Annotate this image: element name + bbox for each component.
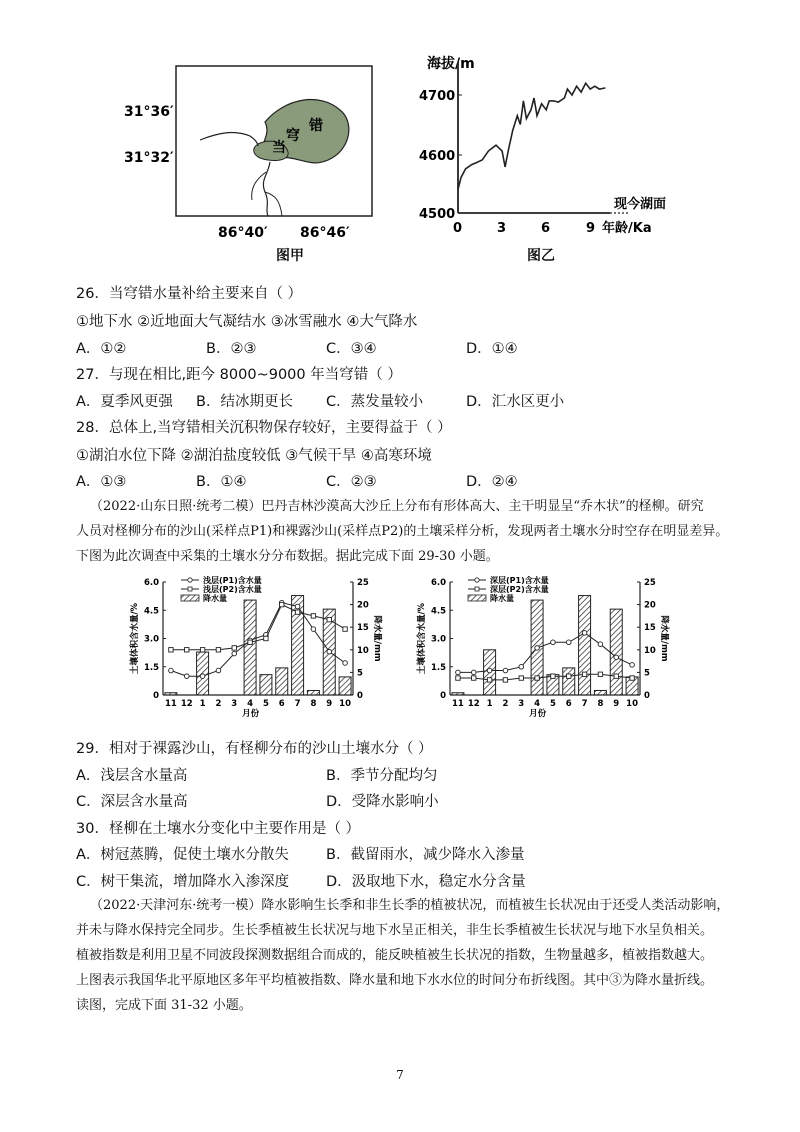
sl-ylabel-left: 土壤体积含水量/% <box>130 602 140 675</box>
yi-xtick-6: 6 <box>541 221 551 236</box>
sl-xtick: 11 <box>164 699 177 709</box>
q28-stem: 28．总体上,当穹错相关沉积物保存较好，主要得益于（ ） <box>76 420 452 436</box>
sl-point <box>280 602 284 606</box>
river-south <box>263 162 270 216</box>
sl-ytick-right: 25 <box>357 578 369 588</box>
q28-items: ①湖泊水位下降 ②湖泊盐度较低 ③气候干旱 ④高寒环境 <box>76 448 432 464</box>
q29-option-d: D．受降水影响小 <box>326 794 439 810</box>
q27-option-d: D．汇水区更小 <box>466 394 565 410</box>
q26-stem: 26．当穹错水量补给主要来自（ ） <box>76 286 303 302</box>
intro-31-32-line-1: （2022·天津河东·统考一模）降水影响生长季和非生长季的植被状况，而植被生长状况由于还受人类活动影响， <box>90 898 730 913</box>
intro-31-32-line-5: 读图，完成下面 31-32 小题。 <box>76 998 252 1013</box>
sr-xtick: 7 <box>581 699 588 709</box>
sl-bar <box>307 690 319 695</box>
sl-ytick-right: 5 <box>357 668 363 679</box>
sr-point <box>630 663 635 668</box>
sr-legend-label: 深层(P1)含水量 <box>490 576 549 585</box>
intro-31-32 <box>76 893 756 1018</box>
sl-xtick: 1 <box>199 699 206 709</box>
q26-option-b: B．②③ <box>206 341 257 357</box>
sr-ylabel-left: 土壤体积含水量/% <box>417 602 427 675</box>
sl-point <box>184 674 189 679</box>
sr-point <box>567 674 571 678</box>
sl-point <box>185 648 189 652</box>
sr-point <box>472 676 476 680</box>
yi-xlabel: 年龄/Ka <box>602 221 652 236</box>
sr-point <box>614 674 618 678</box>
sr-ytick-left: 6.0 <box>430 578 446 588</box>
sr-ytick-left: 3.0 <box>430 634 446 645</box>
lon-label-right: 86°46′ <box>300 225 350 241</box>
sr-point <box>456 676 460 680</box>
sl-legend-label: 降水量 <box>203 594 227 603</box>
q29-stem: 29．相对于裸露沙山，有柽柳分布的沙山土壤水分（ ） <box>76 741 433 757</box>
sr-point <box>456 670 461 675</box>
sr-ytick-right: 20 <box>644 600 656 611</box>
sl-point <box>311 614 315 618</box>
sr-point <box>535 646 540 651</box>
sl-point <box>343 661 348 666</box>
sl-legend-label: 浅层(P2)含水量 <box>203 585 262 594</box>
sl-point <box>295 610 299 614</box>
sl-xlabel: 月份 <box>242 709 260 719</box>
q28-option-a: A．①③ <box>76 474 127 490</box>
lat-label-bottom: 31°32′ <box>124 150 174 166</box>
sr-bar <box>563 668 575 695</box>
sr-xtick: 12 <box>467 699 480 709</box>
sl-bar <box>244 600 256 695</box>
sr-ytick-right: 25 <box>644 578 656 588</box>
sl-xtick: 7 <box>294 699 301 709</box>
figure-yi-caption: 图乙 <box>527 248 555 264</box>
sl-ytick-right: 15 <box>357 623 369 634</box>
q30-option-a: A．树冠蒸腾，促使土壤水分散失 <box>76 847 289 863</box>
sl-legend-swatch <box>181 595 199 601</box>
sr-bar <box>594 690 606 695</box>
sr-bar <box>610 609 622 695</box>
q27-option-b: B．结冰期更长 <box>196 394 293 410</box>
q30-option-d: D．汲取地下水，稳定水分含量 <box>326 874 526 890</box>
river-west <box>200 133 258 146</box>
sl-ytick-left: 0 <box>153 691 159 701</box>
q26-items: ①地下水 ②近地面大气凝结水 ③冰雪融水 ④大气降水 <box>76 314 418 330</box>
sr-point <box>535 676 539 680</box>
yi-ylabel: 海拔/m <box>427 56 475 72</box>
sr-point <box>630 676 634 680</box>
intro-29-30-line-1: （2022·山东日照·统考二模）巴丹吉林沙漠高大沙丘上分布有形体高大、主干明显呈“乔木状”的柽柳。研究 <box>90 499 704 514</box>
lon-label-left: 86°40′ <box>218 225 268 241</box>
sr-xtick: 10 <box>626 699 639 709</box>
page-number: 7 <box>396 1068 404 1082</box>
sl-line-1 <box>171 605 345 650</box>
yi-elevation-line <box>458 83 605 189</box>
sl-xtick: 5 <box>262 699 269 709</box>
sl-point <box>264 636 268 640</box>
sr-xtick: 9 <box>613 699 620 709</box>
sr-ytick-right: 0 <box>644 691 650 701</box>
figure-jia-map <box>100 60 400 270</box>
sr-ylabel-right: 降水量/mm <box>659 615 669 662</box>
q30-option-c: C．树干集流，增加降水入渗深度 <box>76 874 290 890</box>
figure-yi-chart <box>405 50 715 250</box>
sr-point <box>614 655 619 660</box>
sl-bar <box>339 677 351 695</box>
lat-label-top: 31°36′ <box>124 104 174 120</box>
sl-xtick: 12 <box>180 699 193 709</box>
sr-ytick-right: 10 <box>644 645 656 656</box>
sr-point <box>471 670 476 675</box>
intro-29-30-line-2: 人员对柽柳分布的沙山(采样点P1)和裸露沙山(采样点P2)的土壤采样分析，发现两者土壤水分时空存在明显差异。 <box>76 524 729 539</box>
yi-ytick-4700: 4700 <box>419 89 456 104</box>
sl-ylabel-right: 降水量/mm <box>372 615 382 662</box>
sl-point <box>232 651 237 656</box>
intro-29-30-line-3: 下图为此次调查中采集的土壤水分分布数据。据此完成下面 29-30 小题。 <box>76 549 499 564</box>
yi-ytick-4600: 4600 <box>419 149 456 164</box>
soil-chart-deep <box>405 570 685 720</box>
sr-xlabel: 月份 <box>529 709 547 719</box>
sr-xtick: 2 <box>502 699 509 709</box>
sr-point <box>551 674 555 678</box>
sl-point <box>232 646 236 650</box>
sl-xtick: 6 <box>278 699 285 709</box>
yi-xtick-0: 0 <box>453 221 463 236</box>
sl-xtick: 3 <box>231 699 238 709</box>
sl-point <box>311 627 316 632</box>
sl-point <box>216 668 221 673</box>
sl-point <box>200 648 204 652</box>
intro-31-32-line-2: 并未与降水保持完全同步。生长季植被生长状况与地下水呈正相关，非生长季植被生长状况与地下水呈负相关。 <box>76 923 714 938</box>
sl-bar <box>260 675 272 695</box>
intro-29-30 <box>76 494 756 569</box>
sl-xtick: 10 <box>339 699 352 709</box>
sl-point <box>169 668 174 673</box>
sr-ytick-left: 1.5 <box>430 662 446 673</box>
sl-xtick: 2 <box>215 699 222 709</box>
q27-option-c: C．蒸发量较小 <box>326 394 424 410</box>
sr-xtick: 11 <box>451 699 464 709</box>
sl-point <box>200 674 205 679</box>
sl-ytick-left: 1.5 <box>143 662 159 673</box>
sr-bar <box>579 596 591 695</box>
sr-point <box>519 676 523 680</box>
sl-xtick: 9 <box>326 699 333 709</box>
q26-option-a: A．①② <box>76 341 127 357</box>
yi-xtick-9: 9 <box>586 221 596 236</box>
sr-point <box>487 678 491 682</box>
q28-option-c: C．②③ <box>326 474 377 490</box>
sl-ytick-right: 20 <box>357 600 369 611</box>
intro-31-32-line-4: 上图表示我国华北平原地区多年平均植被指数、降水量和地下水水位的时间分布折线图。其中③为降水量折线。 <box>76 973 714 988</box>
sr-xtick: 3 <box>518 699 525 709</box>
q28-option-d: D．②④ <box>466 474 518 490</box>
sl-point <box>248 640 252 644</box>
sl-ytick-right: 0 <box>357 691 363 701</box>
sr-legend-label: 深层(P2)含水量 <box>490 585 549 594</box>
sl-point <box>216 648 220 652</box>
sl-ytick-left: 3.0 <box>143 634 159 645</box>
sr-legend-label: 降水量 <box>490 594 514 603</box>
sr-point <box>519 664 524 669</box>
sr-ytick-right: 5 <box>644 668 650 679</box>
sr-xtick: 5 <box>549 699 556 709</box>
lake-label-2: 穹 <box>286 128 300 144</box>
sr-point <box>487 668 492 673</box>
sr-point <box>566 640 571 645</box>
sl-xtick: 8 <box>310 699 317 709</box>
sr-xtick: 8 <box>597 699 604 709</box>
q29-option-c: C．深层含水量高 <box>76 794 188 810</box>
q29-option-a: A．浅层含水量高 <box>76 768 188 784</box>
sl-point <box>295 604 300 609</box>
q27-option-a: A．夏季风更强 <box>76 394 173 410</box>
sr-xtick: 1 <box>486 699 493 709</box>
sr-ytick-right: 15 <box>644 623 656 634</box>
sr-ytick-left: 0 <box>440 691 446 701</box>
yi-ytick-4500: 4500 <box>419 207 456 222</box>
sl-point <box>327 649 332 654</box>
sr-point <box>551 640 556 645</box>
intro-31-32-line-3: 植被指数是利用卫星不同波段探测数据组合而成的，能反映植被生长状况的指数，生物量越多，植被指数越大。 <box>76 948 714 963</box>
q26-option-d: D．①④ <box>466 341 518 357</box>
q30-option-b: B．截留雨水，减少降水入渗量 <box>326 847 525 863</box>
q26-option-c: C．③④ <box>326 341 377 357</box>
sr-point <box>598 672 602 676</box>
q30-stem: 30．柽柳在土壤水分变化中主要作用是（ ） <box>76 821 361 837</box>
lake-label-3: 错 <box>309 118 323 134</box>
soil-chart-shallow <box>118 570 398 720</box>
sl-ytick-left: 6.0 <box>143 578 159 588</box>
lake-label-1: 当 <box>272 140 286 156</box>
figure-jia-caption: 图甲 <box>276 248 304 264</box>
sl-ytick-left: 4.5 <box>143 606 159 617</box>
sr-point <box>598 642 603 647</box>
sr-xtick: 4 <box>534 699 541 709</box>
q29-option-b: B．季节分配均匀 <box>326 768 438 784</box>
yi-xtick-3: 3 <box>497 221 507 236</box>
q27-stem: 27．与现在相比,距今 8000~9000 年当穹错（ ） <box>76 367 402 383</box>
sr-ytick-left: 4.5 <box>430 606 446 617</box>
sl-bar <box>276 668 288 695</box>
sr-xtick: 6 <box>565 699 572 709</box>
q28-option-b: B．①④ <box>196 474 247 490</box>
sl-legend-label: 浅层(P1)含水量 <box>203 576 262 585</box>
sr-point <box>503 678 507 682</box>
sl-xtick: 4 <box>247 699 254 709</box>
sl-point <box>327 617 331 621</box>
sr-legend-swatch <box>468 595 486 601</box>
sl-point <box>169 648 173 652</box>
sr-point <box>582 672 586 676</box>
sr-point <box>582 631 587 636</box>
sl-point <box>343 627 347 631</box>
sl-ytick-right: 10 <box>357 645 369 656</box>
yi-modern-label: 现今湖面 <box>614 197 667 212</box>
sr-point <box>503 668 508 673</box>
